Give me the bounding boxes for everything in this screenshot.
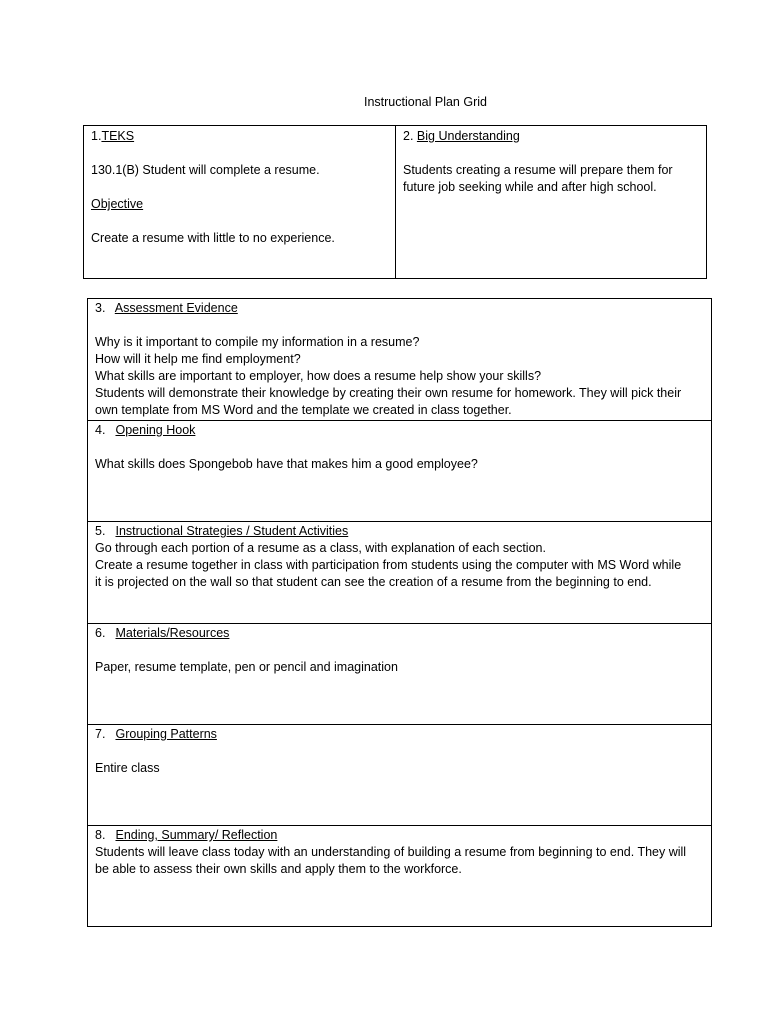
section-heading [95,422,704,439]
big-understanding-heading-label: Big Understanding [416,129,520,143]
teks-text: 130.1(B) Student will complete a resume. [91,163,320,177]
big-understanding-line: future job seeking while and after high school. [403,180,657,194]
section-heading-label: Instructional Strategies / Student Activities [115,524,349,538]
section-line: Go through each portion of a resume as a class, with explanation of each section. [95,541,546,555]
page-title: Instructional Plan Grid [364,95,487,109]
section-assessment-evidence [88,299,711,420]
big-understanding-cell [396,126,706,278]
teks-heading [91,128,388,145]
section-opening-hook [88,420,711,521]
section-line: What skills are important to employer, how does a resume help show your skills? [95,369,542,383]
top-grid-table [83,125,707,279]
teks-number: 1. [91,129,102,143]
section-line: Students will leave class today with an understanding of building a resume from beginning to end. They will [95,845,687,859]
section-number: 8. [95,828,106,842]
section-materials-resources [88,623,711,724]
section-heading [95,300,704,317]
section-line: own template from MS Word and the template we created in class together. [95,403,512,417]
section-heading-label: Materials/Resources [115,626,230,640]
teks-cell [84,126,396,278]
section-number: 7. [95,727,106,741]
objective-heading: Objective [91,197,144,211]
section-heading [95,726,704,743]
section-heading-label: Assessment Evidence [114,301,238,315]
objective-text: Create a resume with little to no experience. [91,231,335,245]
section-heading [95,523,704,540]
section-line: it is projected on the wall so that student can see the creation of a resume from the beginning to end. [95,575,652,589]
section-heading-label: Ending, Summary/ Reflection [115,828,278,842]
teks-heading-label: TEKS [101,129,135,143]
big-understanding-number: 2. [403,129,414,143]
section-number: 6. [95,626,106,640]
section-heading-label: Grouping Patterns [115,727,217,741]
section-line: Students will demonstrate their knowledge by creating their own resume for homework. They will pick their [95,386,682,400]
section-line: Paper, resume template, pen or pencil and imagination [95,660,398,674]
section-line: Why is it important to compile my information in a resume? [95,335,420,349]
section-line: be able to assess their own skills and apply them to the workforce. [95,862,462,876]
section-grouping-patterns [88,724,711,825]
section-line: Create a resume together in class with participation from students using the computer with MS Word while [95,558,682,572]
section-heading-label: Opening Hook [115,423,196,437]
big-understanding-line: Students creating a resume will prepare them for [403,163,673,177]
section-line: Entire class [95,761,160,775]
plan-sections-table [87,298,712,927]
section-heading [95,625,704,642]
section-number: 5. [95,524,106,538]
section-line: How will it help me find employment? [95,352,301,366]
section-instructional-strategies [88,521,711,623]
big-understanding-heading [403,128,699,145]
section-heading [95,827,704,844]
section-number: 4. [95,423,106,437]
section-ending-summary-reflection [88,825,711,926]
section-line: What skills does Spongebob have that makes him a good employee? [95,457,478,471]
section-number: 3. [95,301,106,315]
